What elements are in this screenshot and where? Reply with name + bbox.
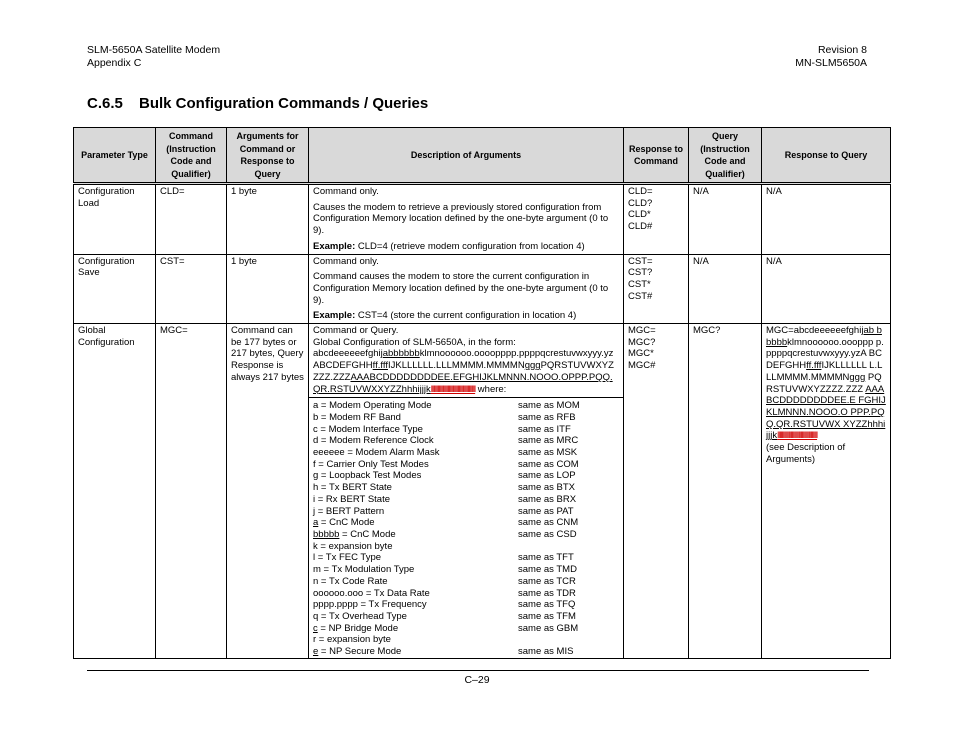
definition-row — [313, 447, 619, 459]
form-segment: abcdeeeeeefghij — [313, 348, 383, 360]
definition-same-as: same as BRX — [518, 493, 577, 505]
section-heading — [87, 95, 428, 112]
definition-term-text: c = Modem Interface Type — [313, 423, 423, 435]
definition-row — [313, 517, 619, 529]
definition-same-as: same as CSD — [518, 528, 577, 540]
table-row — [74, 324, 891, 659]
definition-same-as: same as TFQ — [518, 599, 576, 611]
arguments-cell: 1 byte — [227, 254, 309, 324]
example-line — [313, 241, 619, 253]
parameter-cell: Configuration Load — [74, 184, 156, 255]
arguments-cell: 1 byte — [227, 184, 309, 255]
header-query: Query (Instruction Code and Qualifier) — [689, 128, 762, 184]
manual-number: MN-SLM5650A — [795, 57, 867, 69]
parameter-cell: Global Configuration — [74, 324, 156, 659]
table-header-row — [74, 128, 891, 184]
definition-term-text: i = Rx BERT State — [313, 493, 391, 505]
definition-row — [313, 599, 619, 611]
definition-term-text: eeeeee = Modem Alarm Mask — [313, 447, 440, 459]
definition-term-code: c — [313, 622, 318, 634]
definition-term-text: f = Carrier Only Test Modes — [313, 458, 429, 470]
rq-note: (see Description of Arguments) — [766, 442, 846, 465]
definition-term-text: d = Modem Reference Clock — [313, 435, 434, 447]
definition-term — [313, 506, 518, 518]
definition-term-text: k = expansion byte — [313, 540, 393, 552]
definition-same-as: same as ITF — [518, 423, 571, 435]
definition-term-text: j = BERT Pattern — [313, 505, 385, 517]
definitions-block — [309, 397, 623, 657]
definition-term — [313, 435, 518, 447]
response-cell: CST= CST? CST* CST# — [624, 254, 689, 324]
rq-segment: IJKLLLLLL L.LLLMMMM.MMMMN — [766, 360, 883, 383]
example-text: CST=4 (store the current configuration in location 4) — [355, 310, 577, 322]
rq-segment: PQRSTUVWXYZZZZ.ZZZ — [766, 371, 882, 395]
example-label: Example: — [313, 240, 356, 252]
definition-row — [313, 611, 619, 623]
form-segment: where: — [475, 383, 507, 395]
response-cell: CLD= CLD? CLD* CLD# — [624, 184, 689, 255]
doc-title: SLM-5650A Satellite Modem — [87, 44, 221, 56]
definition-same-as: same as MIS — [518, 646, 574, 658]
footer-rule — [87, 670, 869, 671]
description-line: Command only. — [313, 255, 379, 267]
form-segment: ggg — [524, 360, 541, 372]
definition-row — [313, 646, 619, 658]
definition-row — [313, 541, 619, 553]
definition-same-as: same as GBM — [518, 622, 579, 634]
definition-term-code: bbbbb — [313, 528, 340, 540]
definition-term-text: = NP Bridge Mode — [317, 622, 399, 634]
response-query-cell: N/A — [762, 184, 891, 255]
definition-term — [313, 646, 518, 658]
definition-row — [313, 506, 619, 518]
config-form-string — [313, 348, 619, 395]
form-segment: llllllllllllllllllllllllllllllllllllllll — [430, 383, 476, 395]
header-response-command: Response to Command — [624, 128, 689, 184]
definition-same-as: same as CNM — [518, 517, 579, 529]
definition-same-as: same as BTX — [518, 482, 576, 494]
definitions-table — [313, 400, 619, 657]
rq-segment: AAABCDDDDDDDDEE.E FGHIJKLMNNN.NOOO.O PPP.PQQ.QR.RSTUVWX XYZZhhhijjjk — [766, 383, 886, 442]
table-row — [74, 254, 891, 324]
definition-term-text: b = Modem RF Band — [313, 411, 401, 423]
definition-same-as — [518, 541, 619, 553]
definition-row — [313, 552, 619, 564]
definition-term — [313, 623, 518, 635]
command-cell: MGC= — [156, 324, 227, 659]
form-segment: IJKLLLLLL.LLLMMMM.MMMMN — [387, 360, 525, 372]
header-left — [87, 44, 220, 70]
definition-term — [313, 400, 518, 412]
form-segment: PQRSTUVWXYZZZZ.ZZZ — [313, 360, 614, 383]
definition-term — [313, 611, 518, 623]
definition-row — [313, 564, 619, 576]
response-query-cell: N/A — [762, 254, 891, 324]
parameter-cell: Configuration Save — [74, 254, 156, 324]
response-query-cell — [762, 324, 891, 659]
header-response-query: Response to Query — [762, 128, 891, 184]
definition-same-as: same as TFT — [518, 552, 574, 564]
header-command: Command (Instruction Code and Qualifier) — [156, 128, 227, 184]
description-line: Causes the modem to retrieve a previously stored configuration from Configuration Memory location defined by the one-byte argument (0 to 9). — [313, 201, 609, 237]
definition-term — [313, 588, 518, 600]
definition-term-text: a = Modem Operating Mode — [313, 400, 432, 412]
definition-row — [313, 470, 619, 482]
definition-term — [313, 564, 518, 576]
definition-term — [313, 447, 518, 459]
definition-term-text: pppp.pppp = Tx Frequency — [313, 599, 427, 611]
definition-term — [313, 517, 518, 529]
definition-same-as: same as MOM — [518, 400, 580, 412]
definition-term-text: q = Tx Overhead Type — [313, 610, 407, 622]
example-line — [313, 310, 619, 322]
rq-segment: ggg — [849, 371, 866, 383]
definition-row — [313, 623, 619, 635]
section-number: C.6.5 — [87, 95, 123, 112]
definition-term — [313, 412, 518, 424]
header-right — [795, 44, 867, 70]
rq-segment: ab bbbbb — [766, 325, 882, 348]
form-segment: AAABCDDDDDDDDEE.EFGHIJKLMNNN.NOOO.OPPP.PQQ.QR.RSTUVWXXYZZhhhijjjk — [313, 371, 613, 395]
query-cell: N/A — [689, 184, 762, 255]
definition-term-code: a — [313, 517, 319, 529]
form-segment: abbbbbb — [382, 348, 420, 360]
definition-row — [313, 529, 619, 541]
definition-same-as — [518, 634, 619, 646]
definition-same-as: same as MRC — [518, 435, 579, 447]
definition-row — [313, 482, 619, 494]
command-cell: CLD= — [156, 184, 227, 255]
command-cell: CST= — [156, 254, 227, 324]
description-cell — [309, 254, 624, 324]
definition-same-as: same as TFM — [518, 610, 576, 622]
definition-term-text: n = Tx Code Rate — [313, 575, 388, 587]
definition-term-code: e — [313, 646, 319, 658]
definition-term — [313, 541, 518, 553]
definition-same-as: same as MSK — [518, 447, 578, 459]
definition-term — [313, 529, 518, 541]
table-row — [74, 184, 891, 255]
definition-same-as: same as TCR — [518, 575, 576, 587]
definition-term-text: g = Loopback Test Modes — [313, 470, 422, 482]
definition-term-text: = CnC Mode — [339, 528, 396, 540]
definition-row — [313, 634, 619, 646]
section-title: Bulk Configuration Commands / Queries — [139, 95, 429, 112]
definition-row — [313, 412, 619, 424]
rq-segment: MGC=abcdeeeeeefghij — [766, 325, 864, 337]
definition-term — [313, 599, 518, 611]
definition-term-text: = NP Secure Mode — [318, 646, 402, 658]
definition-same-as: same as PAT — [518, 505, 574, 517]
definition-term-text: m = Tx Modulation Type — [313, 564, 415, 576]
query-cell: MGC? — [689, 324, 762, 659]
definition-term — [313, 470, 518, 482]
definition-row — [313, 494, 619, 506]
query-cell: N/A — [689, 254, 762, 324]
definition-same-as: same as TMD — [518, 564, 577, 576]
appendix-label: Appendix C — [87, 57, 142, 69]
definition-row — [313, 588, 619, 600]
rq-segment: ff.fff — [806, 360, 822, 372]
header-description: Description of Arguments — [309, 128, 624, 184]
example-text: CLD=4 (retrieve modem configuration from location 4) — [355, 240, 585, 252]
definition-term — [313, 576, 518, 588]
rq-segment: llllllllllllllllllllllllllllllllllll — [777, 430, 818, 442]
rq-segment: klmnoooooo.oooppp p.ppppqcrestuvwxyyy.yzA BCDEFGHH — [766, 336, 884, 372]
definition-term-text: l = Tx FEC Type — [313, 552, 382, 564]
definition-term — [313, 482, 518, 494]
definition-term — [313, 552, 518, 564]
definition-term — [313, 494, 518, 506]
description-line: Command or Query. — [313, 325, 399, 337]
form-segment: ff.fff — [372, 360, 388, 372]
definition-same-as: same as LOP — [518, 470, 576, 482]
definition-term — [313, 459, 518, 471]
definition-same-as: same as COM — [518, 458, 579, 470]
definition-row — [313, 576, 619, 588]
definition-term-text: r = expansion byte — [313, 634, 391, 646]
definition-term — [313, 424, 518, 436]
revision-label: Revision 8 — [817, 44, 867, 56]
definition-row — [313, 459, 619, 471]
description-line: Command causes the modem to store the current configuration in Configuration Memory location defined by the one-byte argument (0 to 9). — [313, 271, 609, 306]
header-parameter-type: Parameter Type — [74, 128, 156, 184]
definition-same-as: same as RFB — [518, 411, 576, 423]
definition-row — [313, 424, 619, 436]
definition-term-text: = CnC Mode — [318, 517, 375, 529]
page-number: C–29 — [464, 674, 490, 686]
definition-same-as: same as TDR — [518, 587, 576, 599]
definition-term-text: oooooo.ooo = Tx Data Rate — [313, 587, 430, 599]
response-cell: MGC= MGC? MGC* MGC# — [624, 324, 689, 659]
header-arguments: Arguments for Command or Response to Query — [227, 128, 309, 184]
description-line: Command only. — [313, 186, 379, 197]
bulk-config-table — [73, 127, 891, 659]
definition-row — [313, 400, 619, 412]
description-line: Global Configuration of SLM-5650A, in the form: — [313, 336, 516, 348]
example-label: Example: — [313, 310, 356, 322]
definition-term — [313, 634, 518, 646]
definition-row — [313, 435, 619, 447]
definition-term-text: h = Tx BERT State — [313, 482, 392, 494]
arguments-cell: Command can be 177 bytes or 217 bytes, Query Response is always 217 bytes — [227, 324, 309, 659]
description-cell — [309, 324, 624, 659]
form-segment: klmnoooooo.oooopppp.ppppqcrestuvwxyyy.yzABCDEFGHH — [313, 348, 614, 372]
description-cell — [309, 184, 624, 255]
